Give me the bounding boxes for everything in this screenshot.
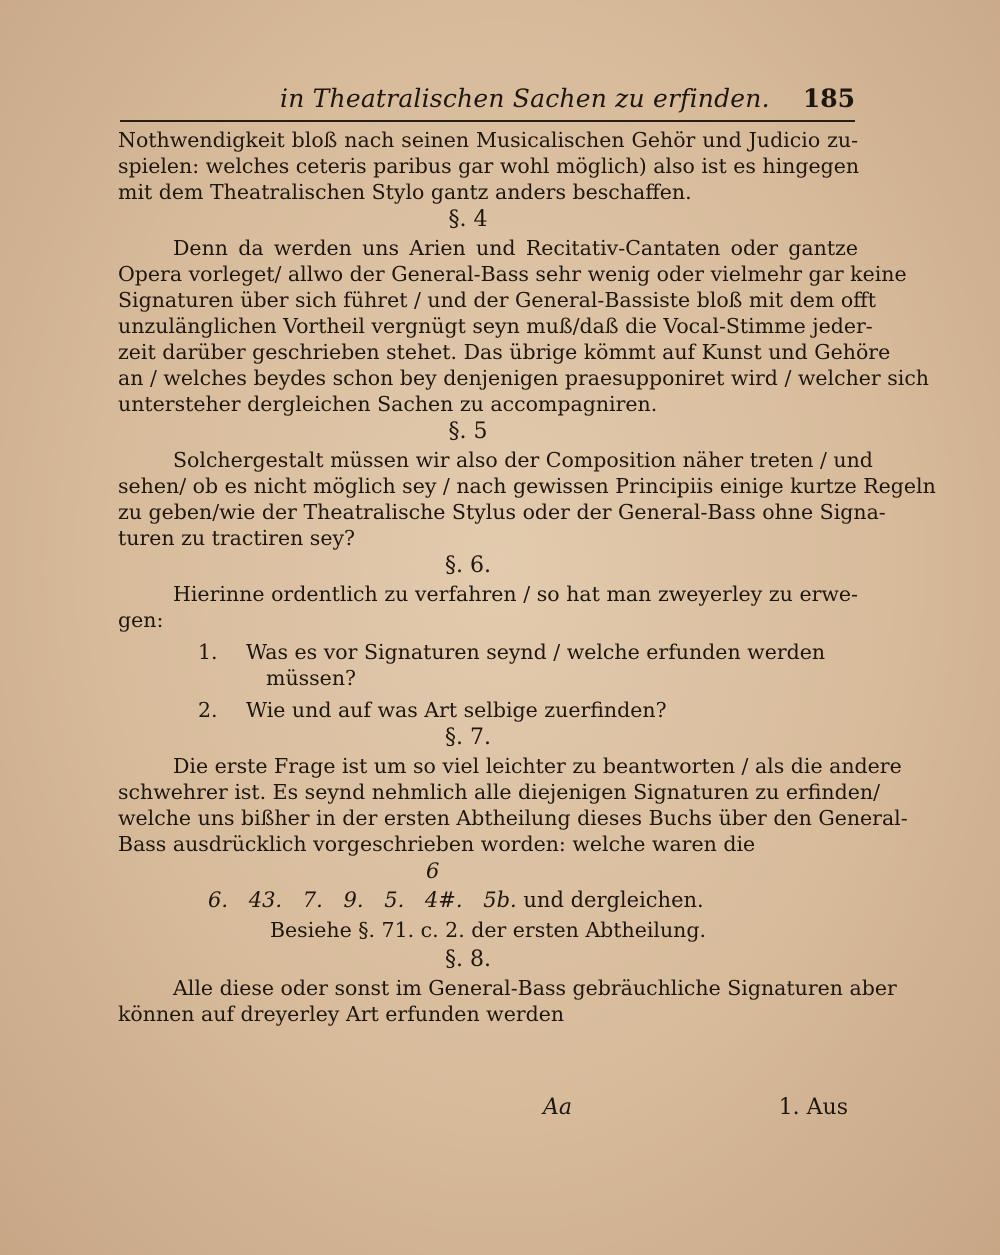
text-line: Opera vorleget/ allwo der General-Bass sehr wenig oder vielmehr gar keine (118, 262, 907, 286)
catchword: 1. Aus (778, 1095, 848, 1120)
page-header (120, 84, 855, 124)
text-line: spielen: welches ceteris paribus gar wohl möglich) also ist es hingegen (118, 154, 860, 178)
text-line: Die erste Frage ist um so viel leichter zu beantworten / als die andere (173, 754, 902, 778)
text-line: können auf dreyerley Art erfunden werden (118, 1002, 565, 1026)
section-heading: §. 6. (445, 553, 491, 578)
list-item-text: Wie und auf was Art selbige zuerfinden? (246, 698, 667, 722)
text-line: schwehrer ist. Es seynd nehmlich alle diejenigen Signaturen zu erfinden/ (118, 780, 880, 804)
section-heading: §. 4 (448, 207, 488, 232)
section-heading: §. 8. (445, 947, 491, 972)
text-line: Solchergestalt müssen wir also der Composition näher treten / und (173, 448, 873, 472)
list-item-number: 2. (198, 698, 218, 722)
page-number: 185 (802, 84, 855, 113)
page-footer (118, 1095, 848, 1129)
text-line: zu geben/wie der Theatralische Stylus oder der General-Bass ohne Signa- (118, 500, 886, 524)
text-line: sehen/ ob es nicht möglich sey / nach gewissen Principiis einige kurtze Regeln (118, 474, 936, 498)
text-line: an / welches beydes schon bey denjenigen praesupponiret wird / welcher sich (118, 366, 930, 390)
text-line: untersteher dergleichen Sachen zu accompagniren. (118, 392, 658, 416)
text-line: Signaturen über sich führet / und der General-Bassiste bloß mit dem offt (118, 288, 876, 312)
text-line: welche uns bißher in der ersten Abtheilung dieses Buchs über den General- (118, 806, 908, 830)
text-line: mit dem Theatralischen Stylo gantz anders beschaffen. (118, 180, 692, 204)
page-body (118, 127, 936, 1027)
text-line: Hierinne ordentlich zu verfahren / so hat man zweyerley zu erwe- (173, 582, 858, 606)
list-item-continuation: müssen? (266, 666, 357, 690)
text-line: unzulänglichen Vortheil vergnügt seyn muß/daß die Vocal-Stimme jeder- (118, 314, 873, 338)
running-head: in Theatralischen Sachen zu erfinden. (280, 84, 770, 113)
text-line: Denn da werden uns Arien und Recitativ-Cantaten oder gantze (173, 236, 858, 260)
text-line: turen zu tractiren sey? (118, 526, 356, 550)
list-item-number: 1. (198, 640, 218, 664)
list-item (118, 639, 858, 665)
section-heading: §. 5 (448, 419, 488, 444)
list-item (118, 697, 858, 723)
figured-bass-numbers: 6. 43. 7. 9. 5. 4#. 5b. (208, 888, 517, 912)
text-line: zeit darüber geschrieben stehet. Das übrige kömmt auf Kunst und Gehöre (118, 340, 891, 364)
signature-mark: Aa (543, 1095, 573, 1120)
text-line: Nothwendigkeit bloß nach seinen Musicalischen Gehör und Judicio zu- (118, 128, 858, 152)
figured-bass-row (118, 885, 858, 915)
text-line: Bass ausdrücklich vorgeschrieben worden: welche waren die (118, 832, 756, 856)
header-rule (120, 120, 855, 122)
text-line: Alle diese oder sonst im General-Bass gebräuchliche Signaturen aber (173, 976, 897, 1000)
text-line: gen: (118, 608, 164, 632)
figure-superscript: 6 (426, 859, 440, 883)
cross-reference: Besiehe §. 71. c. 2. der ersten Abtheilung. (269, 918, 706, 942)
list-item-text: Was es vor Signaturen seynd / welche erfunden werden (246, 640, 826, 664)
section-heading: §. 7. (445, 725, 491, 750)
figured-bass-tail: und dergleichen. (523, 888, 704, 912)
